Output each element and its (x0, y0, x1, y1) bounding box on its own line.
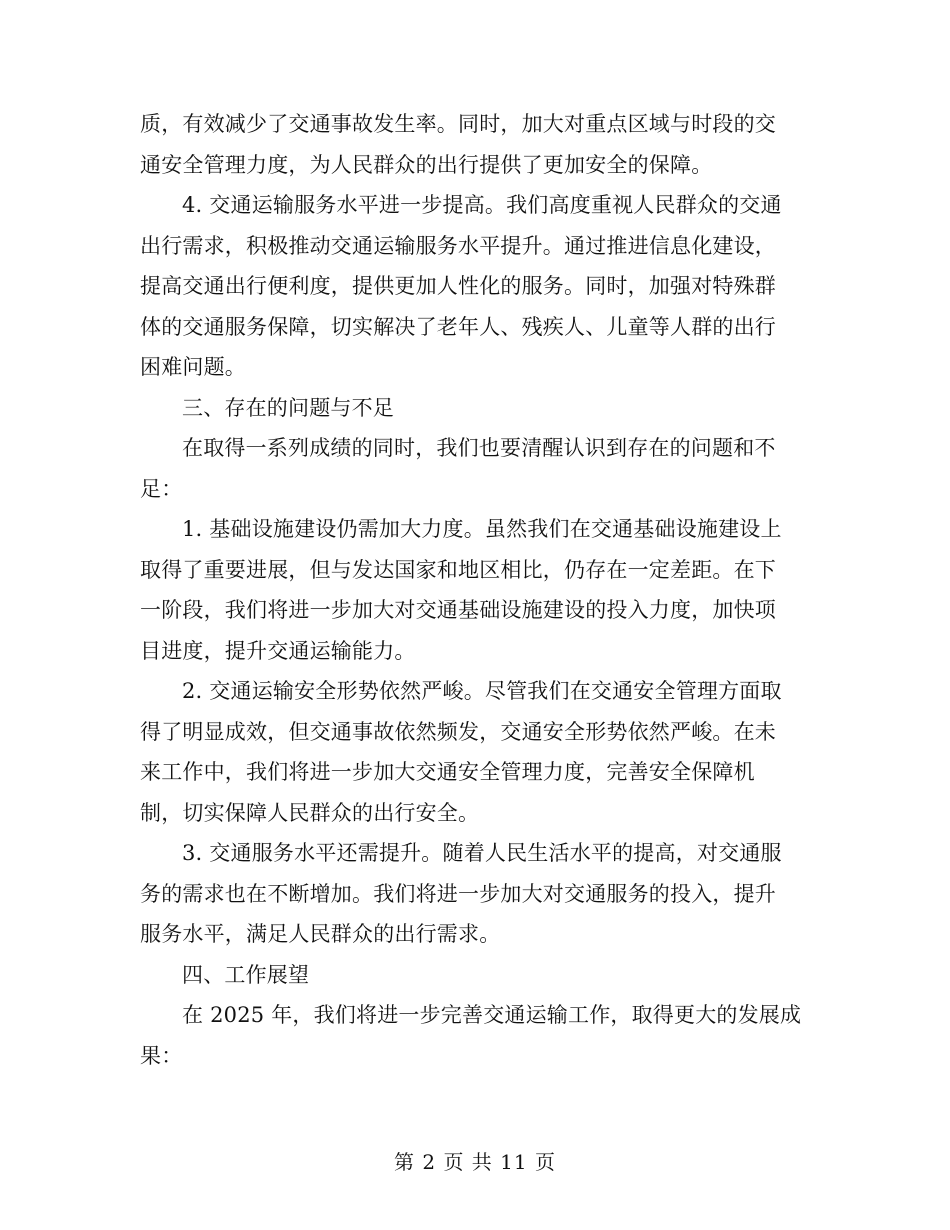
text-line: 在取得一系列成绩的同时，我们也要清醒认识到存在的问题和不 (182, 436, 776, 460)
text-line: 4. 交通运输服务水平进一步提高。我们高度重视人民群众的交通 (182, 193, 782, 217)
text-line: 足： (140, 476, 183, 501)
text-line: 果： (140, 1043, 183, 1068)
text-line: 出行需求，积极推动交通运输服务水平提升。通过推进信息化建设， (140, 233, 776, 258)
text-line: 得了明显成效，但交通事故依然频发，交通安全形势依然严峻。在未 (140, 719, 776, 744)
section-heading: 四、工作展望 (182, 962, 310, 987)
document-body (140, 104, 815, 1076)
text-line: 在 2025 年，我们将进一步完善交通运输工作，取得更大的发展成 (182, 1003, 802, 1027)
text-line: 3. 交通服务水平还需提升。随着人民生活水平的提高，对交通服 (182, 841, 782, 865)
section-heading: 三、存在的问题与不足 (182, 395, 394, 420)
text-line: 质，有效减少了交通事故发生率。同时，加大对重点区域与时段的交 (140, 112, 776, 136)
text-line: 体的交通服务保障，切实解决了老年人、残疾人、儿童等人群的出行 (140, 314, 776, 339)
text-line: 取得了重要进展，但与发达国家和地区相比，仍存在一定差距。在下 (140, 557, 776, 582)
text-line: 通安全管理力度，为人民群众的出行提供了更加安全的保障。 (140, 152, 713, 177)
text-line: 务的需求也在不断增加。我们将进一步加大对交通服务的投入，提升 (140, 881, 776, 906)
text-line: 2. 交通运输安全形势依然严峻。尽管我们在交通安全管理方面取 (182, 679, 782, 703)
text-line: 服务水平，满足人民群众的出行需求。 (140, 922, 501, 946)
text-line: 一阶段，我们将进一步加大对交通基础设施建设的投入力度，加快项 (140, 598, 776, 622)
text-line: 1. 基础设施建设仍需加大力度。虽然我们在交通基础设施建设上 (182, 517, 782, 541)
text-line: 目进度，提升交通运输能力。 (140, 638, 416, 663)
text-line: 制，切实保障人民群众的出行安全。 (140, 800, 480, 825)
text-line: 困难问题。 (140, 355, 246, 379)
text-line: 来工作中，我们将进一步加大交通安全管理力度，完善安全保障机 (140, 760, 755, 784)
text-line: 提高交通出行便利度，提供更加人性化的服务。同时，加强对特殊群 (140, 274, 776, 298)
page-number-footer: 第 2 页 共 11 页 (394, 1150, 556, 1174)
